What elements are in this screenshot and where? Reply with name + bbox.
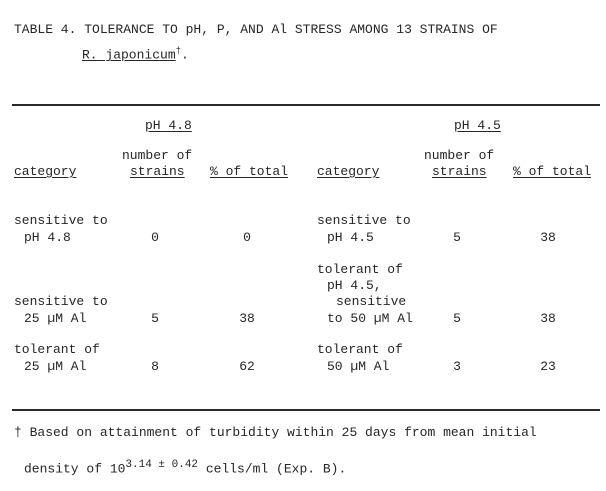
right-row3-percent: 23 <box>540 359 556 374</box>
table-title-species-line <box>82 46 189 62</box>
dagger-mark: † <box>175 46 182 56</box>
title-period: . <box>181 47 189 63</box>
right-row1-number: 5 <box>453 230 461 245</box>
footnote-line2-suffix: cells/ml (Exp. B). <box>198 461 347 477</box>
left-col-number-line2: strains <box>130 164 185 179</box>
footnote-line2 <box>24 459 346 476</box>
footnote-exponent: 3.14 ± 0.42 <box>125 459 199 471</box>
right-row2-category-line4: to 50 µM Al <box>327 311 413 326</box>
right-row1-percent: 38 <box>540 230 556 245</box>
right-col-category: category <box>317 164 380 179</box>
left-row2-number: 5 <box>151 311 159 326</box>
species-name: R. japonicum <box>82 47 176 63</box>
right-row3-category-line2: 50 µM Al <box>327 359 390 374</box>
group-header-left: pH 4.8 <box>145 118 192 133</box>
footnote-line1: † Based on attainment of turbidity within 25 days from mean initial <box>14 425 537 440</box>
left-row3-category-line2: 25 µM Al <box>24 359 87 374</box>
left-col-number-line1: number of <box>122 148 193 163</box>
left-row1-number: 0 <box>151 230 159 245</box>
left-row3-percent: 62 <box>239 359 255 374</box>
right-col-number-line2: strains <box>432 164 487 179</box>
right-row2-category-line3: sensitive <box>336 294 407 309</box>
footnote-line2-prefix: density of 10 <box>24 461 126 477</box>
bottom-rule <box>12 409 600 411</box>
table-title: TABLE 4. TOLERANCE TO pH, P, AND Al STRESS AMONG 13 STRAINS OF <box>14 22 498 37</box>
left-row1-percent: 0 <box>243 230 251 245</box>
left-row2-category-line1: sensitive to <box>14 294 108 309</box>
left-row1-category-line1: sensitive to <box>14 213 108 228</box>
right-col-percent: % of total <box>513 164 592 179</box>
right-row2-percent: 38 <box>540 311 556 326</box>
left-row2-category-line2: 25 µM Al <box>24 311 87 326</box>
right-row1-category-line2: pH 4.5 <box>327 230 374 245</box>
right-row2-number: 5 <box>453 311 461 326</box>
group-header-right: pH 4.5 <box>454 118 501 133</box>
right-row3-number: 3 <box>453 359 461 374</box>
right-row3-category-line1: tolerant of <box>317 342 403 357</box>
right-row1-category-line1: sensitive to <box>317 213 411 228</box>
right-col-number-line1: number of <box>424 148 495 163</box>
left-col-percent: % of total <box>210 164 289 179</box>
left-row3-category-line1: tolerant of <box>14 342 100 357</box>
left-row2-percent: 38 <box>239 311 255 326</box>
top-rule <box>12 104 600 106</box>
left-col-category: category <box>14 164 77 179</box>
right-row2-category-line2: pH 4.5, <box>327 278 382 293</box>
left-row1-category-line2: pH 4.8 <box>24 230 71 245</box>
right-row2-category-line1: tolerant of <box>317 262 403 277</box>
left-row3-number: 8 <box>151 359 159 374</box>
